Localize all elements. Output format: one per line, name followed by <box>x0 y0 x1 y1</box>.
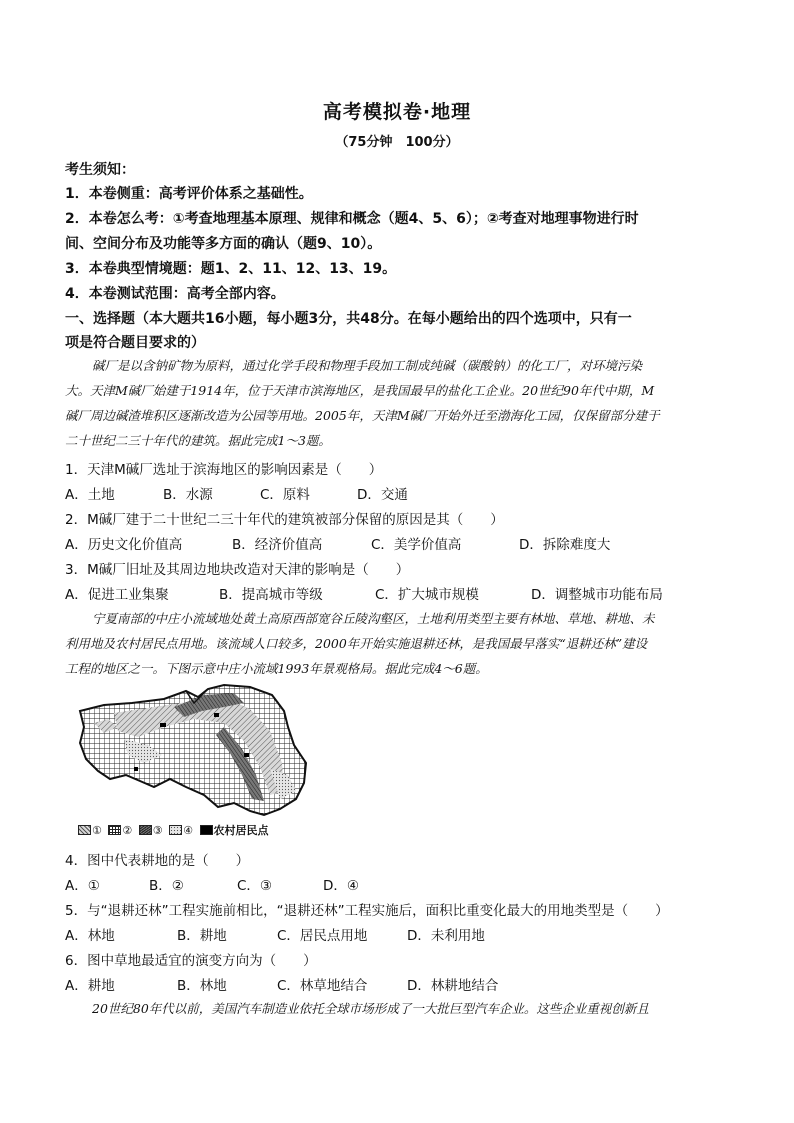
option[interactable]: B．提高城市等级 <box>219 587 323 603</box>
option[interactable]: D．未利用地 <box>407 928 485 944</box>
solid-black-swatch-icon <box>200 825 213 835</box>
passage-line: 大。天津M碱厂始建于1914年，位于天津市滨海地区，是我国最早的盐化工企业。20世纪90年代中期，M <box>65 383 655 398</box>
option[interactable]: D．林耕地结合 <box>407 978 499 994</box>
notice-item: 间、空间分布及功能等多方面的确认（题9、10）。 <box>65 236 382 252</box>
option[interactable]: A．历史文化价值高 <box>65 537 183 553</box>
option[interactable]: C．原料 <box>260 487 310 503</box>
notice-item: 2．本卷怎么考：①考查地理基本原理、规律和概念（题4、5、6）；②考查对地理事物进行时 <box>65 211 639 227</box>
option[interactable]: C．美学价值高 <box>371 537 462 553</box>
hatch-light-swatch-icon <box>78 825 91 835</box>
option[interactable]: C．扩大城市规模 <box>375 587 479 603</box>
question-stem: 6．图中草地最适宜的演变方向为（ ） <box>65 953 317 969</box>
passage-line: 二十世纪二三十年代的建筑。据此完成1～3题。 <box>65 433 331 448</box>
option[interactable]: B．林地 <box>177 978 227 994</box>
option[interactable]: D．拆除难度大 <box>519 537 611 553</box>
option[interactable]: C．③ <box>237 878 273 894</box>
exam-title: 高考模拟卷·地理 <box>322 101 472 123</box>
question-stem: 2．M碱厂建于二十世纪二三十年代的建筑被部分保留的原因是其（ ） <box>65 512 504 528</box>
grid-swatch-icon <box>108 825 121 835</box>
option[interactable]: B．经济价值高 <box>232 537 323 553</box>
passage-line: 20世纪80年代以前，美国汽车制造业依托全球市场形成了一大批巨型汽车企业。这些企业重视创新且 <box>92 1001 649 1016</box>
notice-item: 1．本卷侧重：高考评价体系之基础性。 <box>65 186 313 202</box>
passage-line: 碱厂周边碱渣堆积区逐渐改造为公园等用地。2005年，天津M碱厂开始外迁至渤海化工园，仅保留部分建于 <box>65 408 660 423</box>
notice-heading: 考生须知： <box>65 162 135 178</box>
dense-hatch-swatch-icon <box>139 825 152 835</box>
option[interactable]: C．居民点用地 <box>277 928 368 944</box>
option[interactable]: D．调整城市功能布局 <box>531 587 663 603</box>
map-legend: ① ② ③ ④ 农村居民点 <box>78 822 272 836</box>
option[interactable]: D．交通 <box>357 487 408 503</box>
dotted-swatch-icon <box>169 825 182 835</box>
option[interactable]: D．④ <box>323 878 359 894</box>
notice-item: 3．本卷典型情境题：题1、2、11、12、13、19。 <box>65 261 397 277</box>
option[interactable]: A．土地 <box>65 487 115 503</box>
option[interactable]: A．① <box>65 878 100 894</box>
option[interactable]: B．耕地 <box>177 928 227 944</box>
section-heading: 一、选择题（本大题共16小题，每小题3分，共48分。在每小题给出的四个选项中，只有一 <box>65 311 632 327</box>
exam-subtitle: （75分钟 100分） <box>335 135 459 150</box>
question-stem: 3．M碱厂旧址及其周边地块改造对天津的影响是（ ） <box>65 562 410 578</box>
option[interactable]: A．耕地 <box>65 978 115 994</box>
option[interactable]: C．林草地结合 <box>277 978 368 994</box>
option[interactable]: B．② <box>149 878 184 894</box>
section-heading: 项是符合题目要求的） <box>65 335 205 351</box>
passage-line: 碱厂是以含钠矿物为原料，通过化学手段和物理手段加工制成纯碱（碳酸钠）的化工厂，对环境污染 <box>92 358 643 373</box>
option[interactable]: A．林地 <box>65 928 115 944</box>
question-stem: 4．图中代表耕地的是（ ） <box>65 853 250 869</box>
question-stem: 5．与“退耕还林”工程实施前相比，“退耕还林”工程实施后，面积比重变化最大的用地类型是（ ） <box>65 903 669 919</box>
passage-line: 工程的地区之一。下图示意中庄小流域1993年景观格局。据此完成4～6题。 <box>65 661 488 676</box>
passage-line: 利用地及农村居民点用地。该流域人口较多，2000年开始实施退耕还林，是我国最早落实“退耕还林”建设 <box>65 636 648 651</box>
option[interactable]: B．水源 <box>163 487 213 503</box>
passage-line: 宁夏南部的中庄小流域地处黄土高原西部宽谷丘陵沟壑区，土地利用类型主要有林地、草地、耕地、未 <box>92 611 655 626</box>
landscape-map <box>74 683 310 823</box>
notice-item: 4．本卷测试范围：高考全部内容。 <box>65 286 285 302</box>
question-stem: 1．天津M碱厂选址于滨海地区的影响因素是（ ） <box>65 462 383 478</box>
option[interactable]: A．促进工业集聚 <box>65 587 169 603</box>
